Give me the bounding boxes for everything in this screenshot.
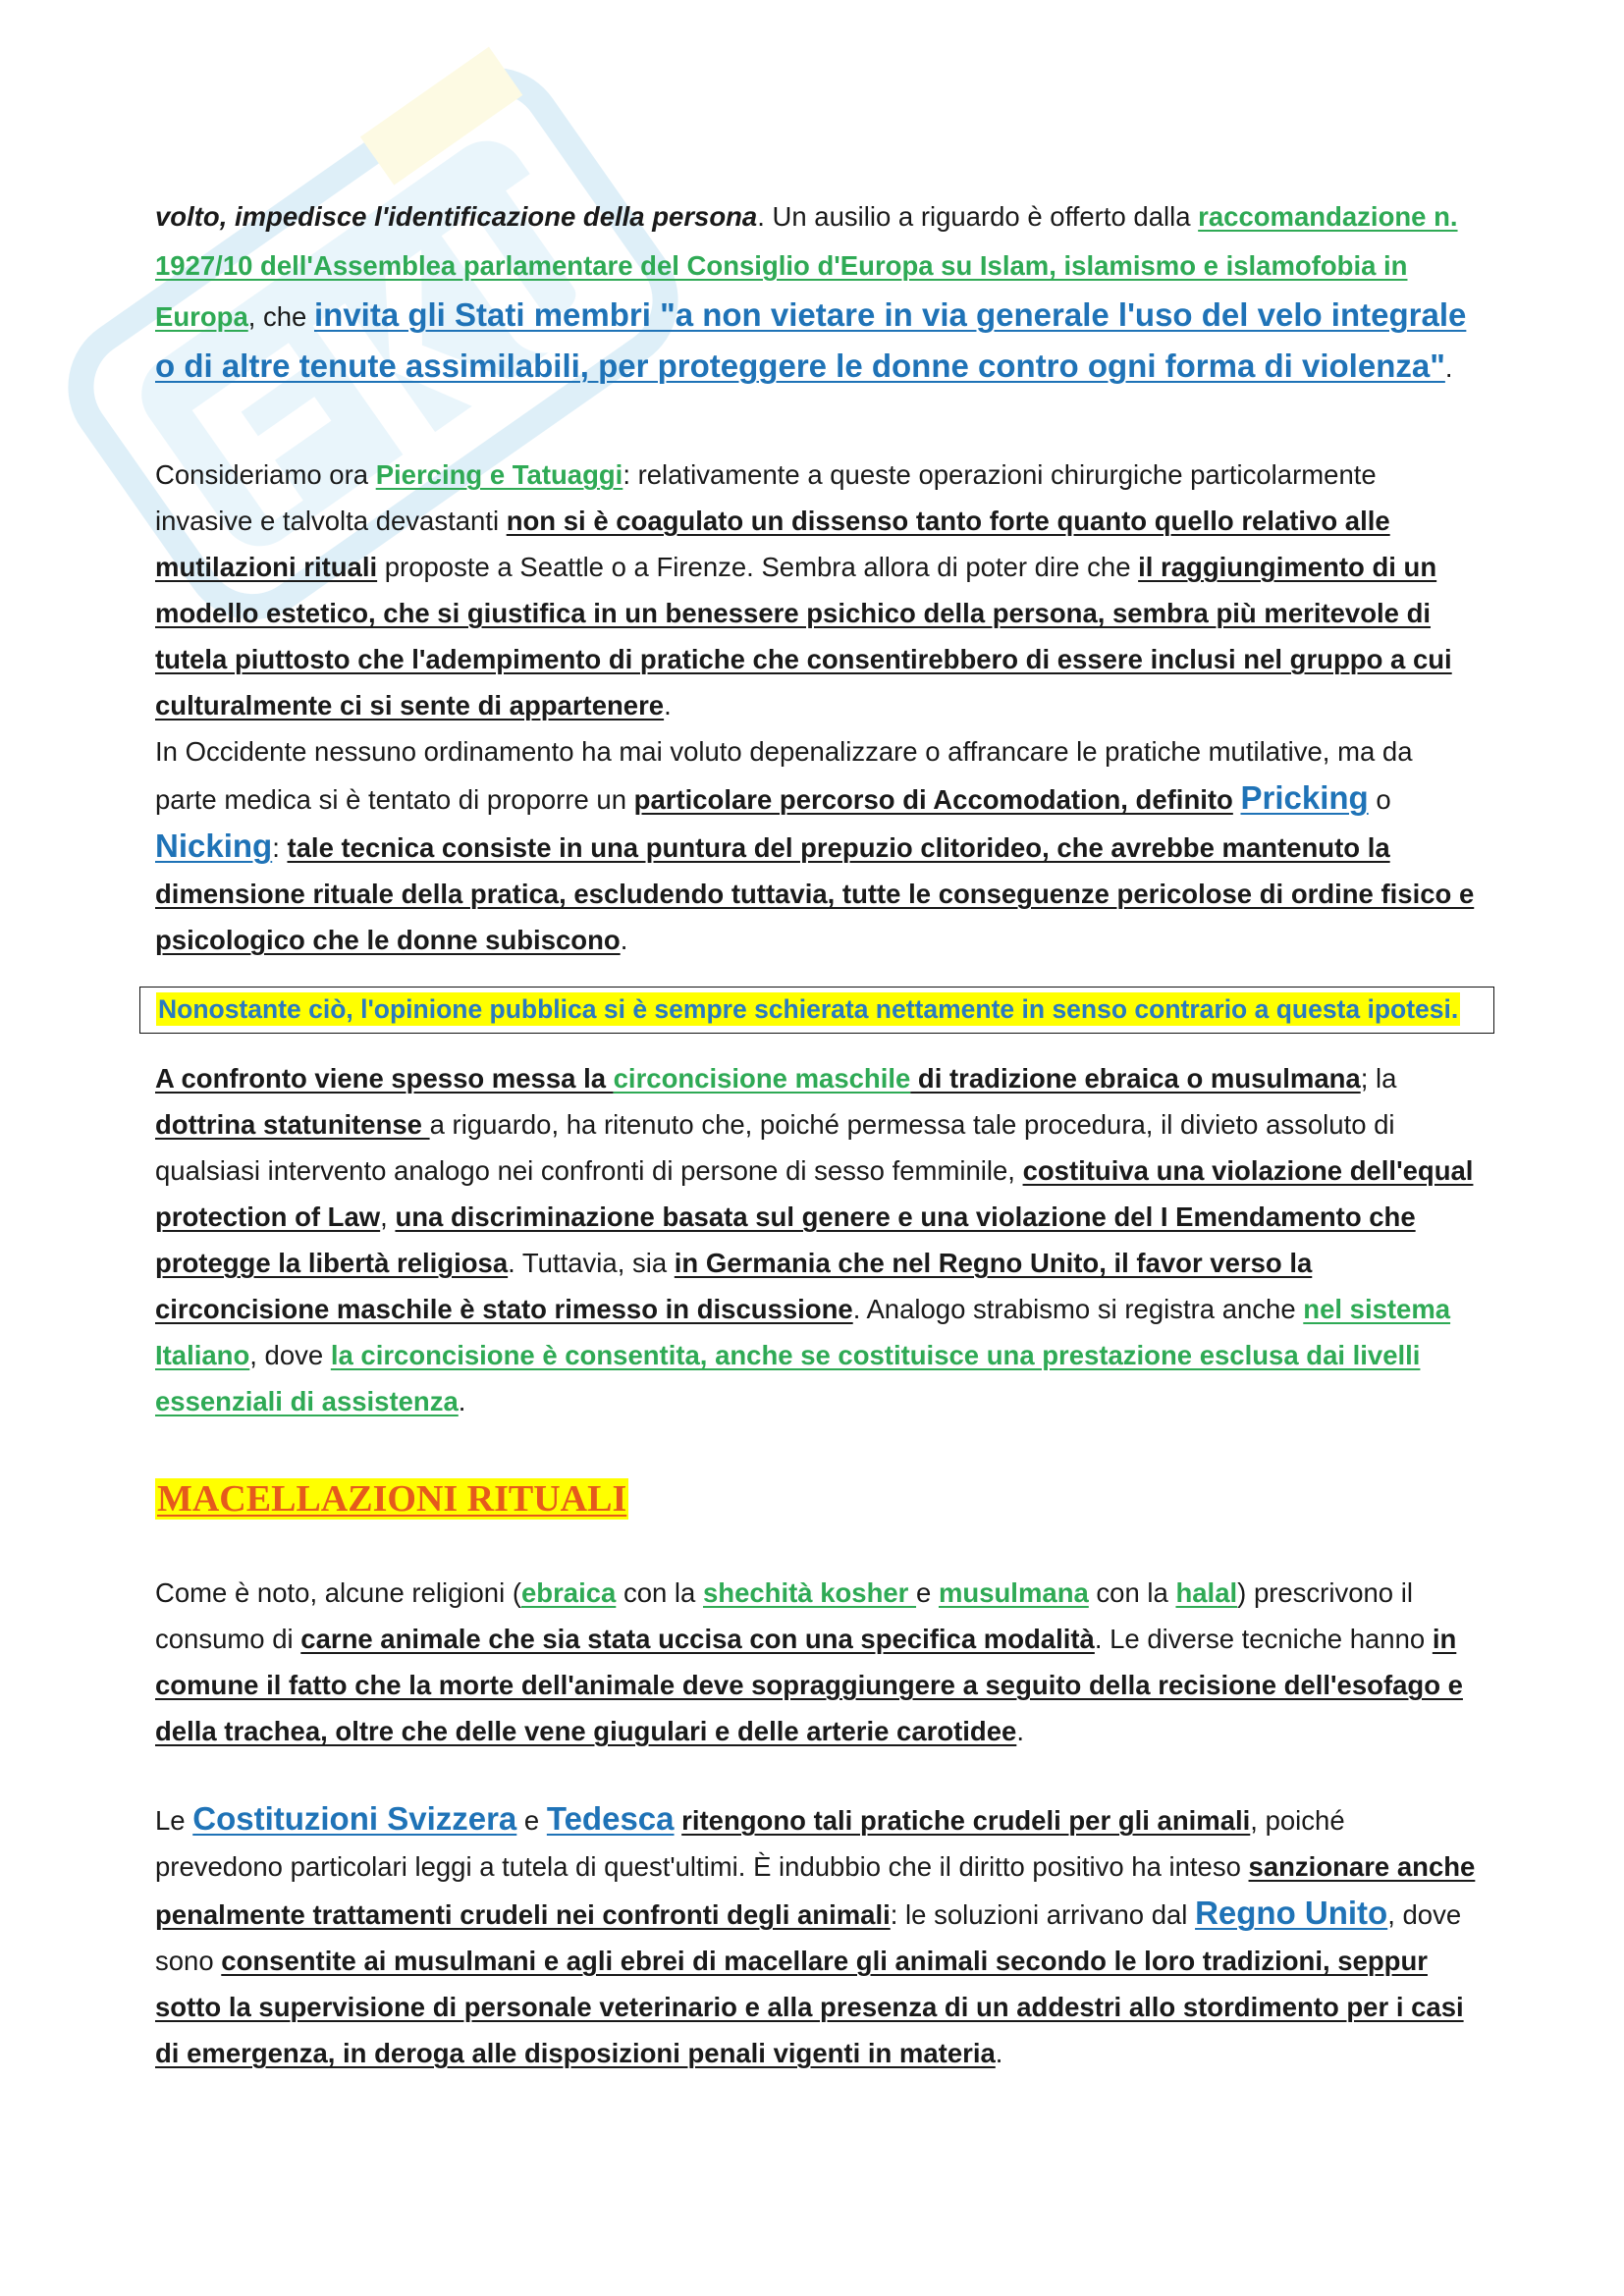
text-plain: . — [995, 2038, 1003, 2068]
text-bold-underline: ritengono tali pratiche crudeli per gli animali — [681, 1805, 1251, 1836]
text-plain: a riguardo, ha ritenuto che, poiché permessa tale procedura, il divieto assoluto di qualsiasi intervento analogo nei confronti di persone di sesso femminile, — [155, 1109, 1395, 1186]
paragraph-circoncisione — [155, 1055, 1476, 1424]
paragraph-pricking — [155, 728, 1476, 963]
text-plain: con la — [1088, 1577, 1176, 1608]
text-plain: proposte a Seattle o a Firenze. Sembra allora di poter dire che — [377, 552, 1139, 582]
text-plain: . — [1016, 1716, 1024, 1746]
nicking-term: Nicking — [155, 828, 273, 864]
text-bold-underline: sanzionare anche penalmente trattamenti crudeli nei confronti degli animali — [155, 1851, 1476, 1930]
text-plain: . Tuttavia, sia — [508, 1248, 675, 1278]
text-emphasis: volto, impedisce l'identificazione della persona — [155, 201, 758, 232]
text-plain: : le soluzioni arrivano dal — [890, 1899, 1196, 1930]
text-bold-underline: dottrina statunitense — [155, 1109, 430, 1140]
text-plain: e — [516, 1805, 547, 1836]
pricking-term: Pricking — [1240, 779, 1369, 816]
text-plain — [675, 1805, 682, 1836]
text-plain: Come è noto, alcune religioni ( — [155, 1577, 521, 1608]
text-bold-underline: costituiva una violazione dell'equal protection of Law — [155, 1155, 1474, 1232]
section-heading — [155, 1469, 1476, 1528]
text-bold-underline: carne animale che sia stata uccisa con una specifica modalità — [300, 1624, 1095, 1654]
text-plain: , dove sono — [155, 1899, 1462, 1976]
text-plain: . — [458, 1386, 466, 1416]
text-plain: : — [272, 832, 288, 863]
text-bold-underline: di tradizione ebraica o musulmana — [910, 1063, 1361, 1094]
text-bold-underline: consentite ai musulmani e agli ebrei di macellare gli animali secondo le loro tradizioni, seppur sotto la supervisione di personale veterinario e alla presenza di un addestri allo stordimento per i casi di emergenza, in deroga alle disposizioni penali vigenti in materia — [155, 1946, 1464, 2068]
swiss-constitution-term: Costituzioni Svizzera — [192, 1800, 517, 1837]
ebraica-term: ebraica — [520, 1577, 617, 1608]
text-bold-underline: in Germania che nel Regno Unito, il favor verso la circoncisione maschile è stato rimesso in discussione — [155, 1248, 1313, 1324]
text-bold-underline: tale tecnica consiste in una puntura del prepuzio clitorideo, che avrebbe mantenuto la dimensione rituale della pratica, escludendo tuttavia, tutte le conseguenze pericolose di ordine fisico e psicologico che le donne subiscono — [155, 832, 1475, 955]
section-heading-text: MACELLAZIONI RITUALI — [157, 1478, 627, 1520]
circumcision-term: circoncisione maschile — [613, 1063, 911, 1094]
text-plain: ; la — [1360, 1063, 1397, 1094]
document-body — [155, 192, 1476, 2076]
musulmana-term: musulmana — [938, 1577, 1089, 1608]
italian-system-term: nel sistema Italiano — [155, 1294, 1451, 1370]
kosher-term: shechità kosher — [702, 1577, 917, 1608]
halal-term: halal — [1175, 1577, 1238, 1608]
uk-term: Regno Unito — [1195, 1895, 1388, 1931]
paragraph-velo — [155, 192, 1476, 393]
piercing-term: Piercing e Tatuaggi — [375, 459, 623, 490]
text-plain: : relativamente a queste operazioni chirurgiche particolarmente invasive e talvolta devastanti — [155, 459, 1377, 536]
text-plain: o — [1368, 784, 1391, 815]
text-plain: . — [1444, 352, 1453, 383]
note-text: Nonostante ciò, l'opinione pubblica si è sempre schierata nettamente in senso contrario a questa ipotesi. — [158, 994, 1459, 1024]
text-plain: , poiché prevedono particolari leggi a tutela di quest'ultimi. È indubbio che il diritto positivo ha inteso — [155, 1805, 1345, 1882]
text-plain: , — [380, 1201, 396, 1232]
text-plain: , che — [247, 301, 314, 332]
text-bold-underline: il raggiungimento di un modello estetico, che si giustifica in un benessere psichico della persona, sembra più meritevole di tutela piuttosto che l'adempimento di pratiche che consentirebbero di essere inclusi nel gruppo a cui culturalmente ci si sente di appartenere — [155, 552, 1452, 721]
text-plain: In Occidente nessuno ordinamento ha mai voluto depenalizzare o affrancare le pratiche mutilative, ma da parte medica si è tentato di proporre un — [155, 736, 1413, 815]
boxed-note — [139, 987, 1494, 1034]
text-plain: . — [664, 690, 672, 721]
text-plain: Consideriamo ora — [155, 459, 376, 490]
text-plain: . Le diverse tecniche hanno — [1094, 1624, 1433, 1654]
paragraph-piercing — [155, 452, 1476, 728]
text-plain: . — [620, 925, 628, 955]
text-bold-underline: A confronto viene spesso messa la — [155, 1063, 614, 1094]
text-plain: . Analogo strabismo si registra anche — [852, 1294, 1304, 1324]
paragraph-macellazioni — [155, 1570, 1476, 1754]
text-plain: con la — [616, 1577, 703, 1608]
text-bold-underline: una discriminazione basata sul genere e una violazione del I Emendamento che protegge la libertà religiosa — [155, 1201, 1416, 1278]
green-emphasis: la circoncisione è consentita, anche se costituisce una prestazione esclusa dai livelli essenziali di assistenza — [155, 1340, 1421, 1416]
text-bold-underline: particolare percorso di Accomodation, definito — [633, 784, 1233, 815]
text-plain: ) prescrivono il consumo di — [155, 1577, 1413, 1654]
recommendation-link[interactable]: raccomandazione n. 1927/10 dell'Assemblea parlamentare del Consiglio d'Europa su Islam, islamismo e islamofobia in Europa — [155, 201, 1458, 332]
text-plain: e — [916, 1577, 939, 1608]
paragraph-costituzioni — [155, 1795, 1476, 2076]
german-constitution-term: Tedesca — [546, 1800, 675, 1837]
text-plain: . Un ausilio a riguardo è offerto dalla — [757, 201, 1199, 232]
text-bold-underline: non si è coagulato un dissenso tanto forte quanto quello relativo alle mutilazioni rituali — [155, 506, 1390, 582]
text-bold-underline: in comune il fatto che la morte dell'animale deve sopraggiungere a seguito della recisione dell'esofago e della trachea, oltre che delle vene giugulari e delle arterie carotidee — [155, 1624, 1463, 1746]
text-plain: Le — [155, 1805, 193, 1836]
quote-highlight: invita gli Stati membri "a non vietare in via generale l'uso del velo integrale o di altre tenute assimilabili, per proteggere le donne contro ogni forma di violenza" — [155, 296, 1467, 384]
text-plain: , dove — [249, 1340, 331, 1370]
